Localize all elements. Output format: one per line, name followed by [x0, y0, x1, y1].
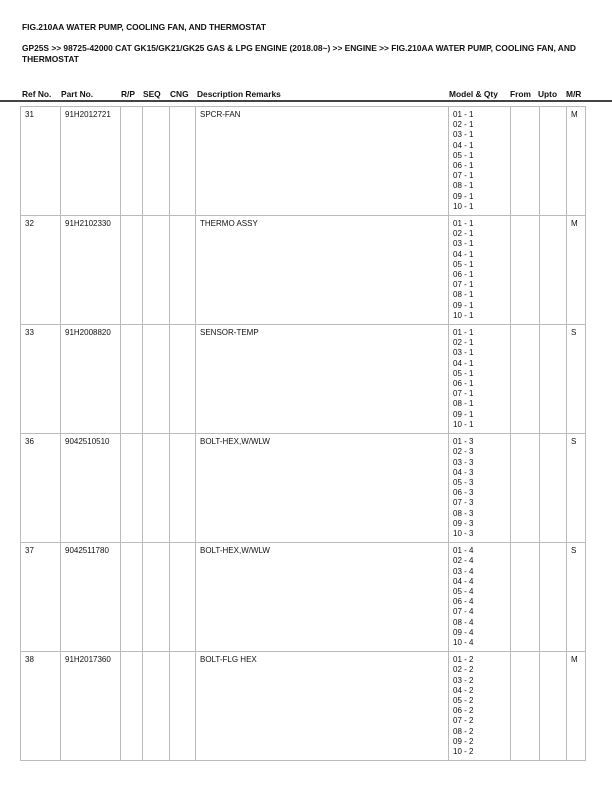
qty-entry: 07 - 3	[453, 498, 474, 508]
qty-entry: 08 - 3	[453, 508, 474, 518]
qty-entry: 05 - 1	[453, 368, 474, 378]
part-no: 91H2008820	[61, 325, 121, 434]
qty-entry: 03 - 2	[453, 675, 474, 685]
description: BOLT-HEX,W/WLW	[196, 543, 449, 652]
qty-entry: 04 - 1	[453, 140, 474, 150]
upto-cell	[540, 325, 567, 434]
qty-entry: 01 - 1	[453, 219, 474, 229]
table-row	[21, 325, 586, 434]
qty-entry: 01 - 1	[453, 110, 474, 119]
seq-cell	[143, 107, 170, 216]
qty-entry: 10 - 3	[453, 528, 474, 538]
cng-cell	[170, 434, 196, 543]
header-divider	[0, 100, 612, 102]
upto-cell	[540, 543, 567, 652]
qty-entry: 07 - 2	[453, 716, 474, 726]
qty-entry: 06 - 2	[453, 706, 474, 716]
rp-cell	[121, 216, 143, 325]
header-from: From	[510, 89, 531, 99]
part-no: 9042510510	[61, 434, 121, 543]
part-no: 91H2012721	[61, 107, 121, 216]
from-cell	[511, 325, 540, 434]
upto-cell	[540, 107, 567, 216]
part-no: 91H2102330	[61, 216, 121, 325]
rp-cell	[121, 434, 143, 543]
from-cell	[511, 543, 540, 652]
description: BOLT-FLG HEX	[196, 652, 449, 761]
qty-entry: 10 - 1	[453, 310, 474, 320]
qty-entry: 02 - 1	[453, 120, 474, 130]
qty-entry: 04 - 4	[453, 576, 474, 586]
model-qty	[449, 107, 511, 216]
qty-entry: 03 - 1	[453, 348, 474, 358]
header-cng: CNG	[170, 89, 189, 99]
mr-cell: M	[567, 107, 586, 216]
ref-no: 36	[21, 434, 61, 543]
qty-entry: 02 - 4	[453, 556, 474, 566]
cng-cell	[170, 543, 196, 652]
qty-entry: 02 - 3	[453, 447, 474, 457]
mr-cell: S	[567, 434, 586, 543]
model-qty	[449, 543, 511, 652]
cng-cell	[170, 107, 196, 216]
qty-entry: 07 - 1	[453, 280, 474, 290]
qty-entry: 01 - 2	[453, 655, 474, 665]
page-title: FIG.210AA WATER PUMP, COOLING FAN, AND THERMOSTAT	[22, 22, 266, 32]
qty-entry: 08 - 1	[453, 399, 474, 409]
qty-entry: 05 - 4	[453, 586, 474, 596]
ref-no: 33	[21, 325, 61, 434]
qty-entry: 04 - 1	[453, 358, 474, 368]
qty-entry: 08 - 1	[453, 290, 474, 300]
rp-cell	[121, 325, 143, 434]
header-ref: Ref No.	[22, 89, 52, 99]
rp-cell	[121, 107, 143, 216]
qty-entry: 02 - 1	[453, 338, 474, 348]
from-cell	[511, 652, 540, 761]
qty-entry: 06 - 1	[453, 270, 474, 280]
qty-entry: 04 - 2	[453, 685, 474, 695]
header-rp: R/P	[121, 89, 135, 99]
rp-cell	[121, 652, 143, 761]
qty-entry: 02 - 2	[453, 665, 474, 675]
rp-cell	[121, 543, 143, 652]
qty-entry: 05 - 1	[453, 150, 474, 160]
qty-entry: 05 - 2	[453, 695, 474, 705]
qty-entry: 06 - 1	[453, 161, 474, 171]
qty-entry: 01 - 3	[453, 437, 474, 447]
seq-cell	[143, 434, 170, 543]
mr-cell: S	[567, 325, 586, 434]
seq-cell	[143, 652, 170, 761]
qty-entry: 05 - 1	[453, 259, 474, 269]
qty-entry: 10 - 2	[453, 746, 474, 756]
header-upto: Upto	[538, 89, 558, 99]
table-row	[21, 107, 586, 216]
qty-entry: 03 - 1	[453, 239, 474, 249]
from-cell	[511, 434, 540, 543]
qty-entry: 10 - 1	[453, 419, 474, 429]
qty-entry: 08 - 1	[453, 181, 474, 191]
qty-entry: 08 - 2	[453, 726, 474, 736]
header-seq: SEQ	[143, 89, 161, 99]
table-row	[21, 216, 586, 325]
qty-entry: 01 - 1	[453, 328, 474, 338]
qty-entry: 03 - 1	[453, 130, 474, 140]
qty-entry: 09 - 1	[453, 191, 474, 201]
qty-entry: 07 - 4	[453, 607, 474, 617]
qty-entry: 08 - 4	[453, 617, 474, 627]
qty-entry: 03 - 3	[453, 457, 474, 467]
ref-no: 31	[21, 107, 61, 216]
model-qty	[449, 216, 511, 325]
seq-cell	[143, 216, 170, 325]
seq-cell	[143, 543, 170, 652]
description: THERMO ASSY	[196, 216, 449, 325]
upto-cell	[540, 216, 567, 325]
cng-cell	[170, 216, 196, 325]
ref-no: 38	[21, 652, 61, 761]
qty-entry: 09 - 1	[453, 409, 474, 419]
parts-table	[20, 106, 586, 761]
cng-cell	[170, 325, 196, 434]
mr-cell: S	[567, 543, 586, 652]
header-part: Part No.	[61, 89, 94, 99]
qty-entry: 09 - 1	[453, 300, 474, 310]
qty-entry: 06 - 1	[453, 379, 474, 389]
qty-entry: 07 - 1	[453, 389, 474, 399]
upto-cell	[540, 652, 567, 761]
upto-cell	[540, 434, 567, 543]
breadcrumb: GP25S >> 98725-42000 CAT GK15/GK21/GK25 GAS & LPG ENGINE (2018.08~) >> ENGINE >> FIG.210AA WATER PUMP, COOLING FAN, AND THERMOSTAT	[22, 43, 576, 64]
qty-entry: 03 - 4	[453, 566, 474, 576]
qty-entry: 09 - 3	[453, 518, 474, 528]
ref-no: 32	[21, 216, 61, 325]
table-row	[21, 434, 586, 543]
qty-entry: 04 - 3	[453, 467, 474, 477]
from-cell	[511, 107, 540, 216]
qty-entry: 04 - 1	[453, 249, 474, 259]
qty-entry: 06 - 4	[453, 597, 474, 607]
model-qty	[449, 652, 511, 761]
table-row	[21, 652, 586, 761]
description: SENSOR-TEMP	[196, 325, 449, 434]
table-row	[21, 543, 586, 652]
qty-entry: 02 - 1	[453, 229, 474, 239]
qty-entry: 10 - 1	[453, 201, 474, 211]
qty-entry: 10 - 4	[453, 637, 474, 647]
qty-entry: 09 - 4	[453, 627, 474, 637]
mr-cell: M	[567, 216, 586, 325]
mr-cell: M	[567, 652, 586, 761]
seq-cell	[143, 325, 170, 434]
qty-entry: 01 - 4	[453, 546, 474, 556]
header-mr: M/R	[566, 89, 582, 99]
model-qty	[449, 325, 511, 434]
from-cell	[511, 216, 540, 325]
qty-entry: 05 - 3	[453, 477, 474, 487]
qty-entry: 07 - 1	[453, 171, 474, 181]
ref-no: 37	[21, 543, 61, 652]
description: SPCR-FAN	[196, 107, 449, 216]
header-model-qty: Model & Qty	[449, 89, 498, 99]
description: BOLT-HEX,W/WLW	[196, 434, 449, 543]
part-no: 91H2017360	[61, 652, 121, 761]
cng-cell	[170, 652, 196, 761]
part-no: 9042511780	[61, 543, 121, 652]
header-desc: Description Remarks	[197, 89, 281, 99]
qty-entry: 06 - 3	[453, 488, 474, 498]
model-qty	[449, 434, 511, 543]
qty-entry: 09 - 2	[453, 736, 474, 746]
